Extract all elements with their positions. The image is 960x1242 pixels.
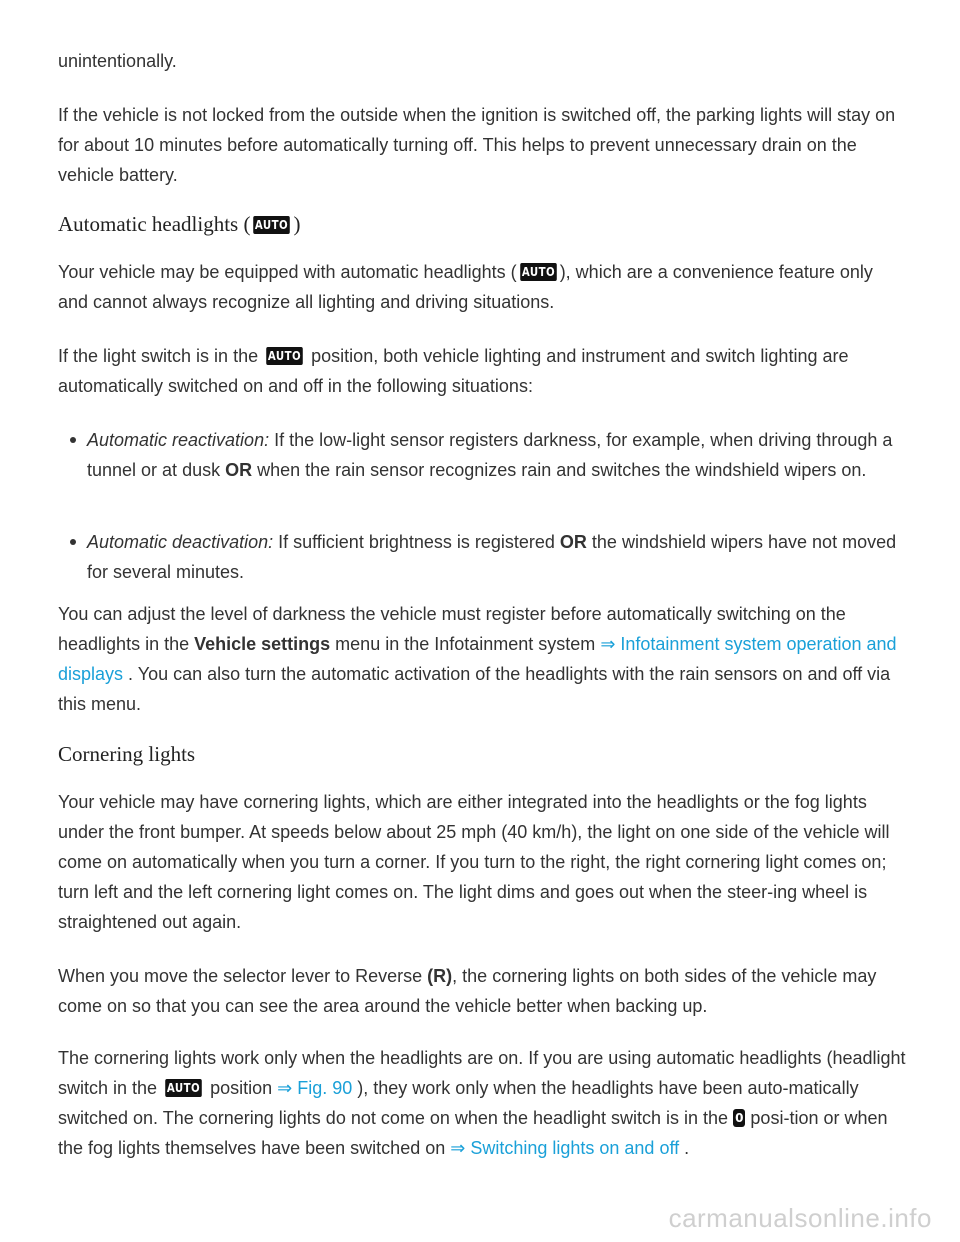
bullet-dot [70, 437, 76, 443]
text: When you move the selector lever to Reverse [58, 966, 428, 986]
term: Automatic reactivation: [87, 430, 270, 450]
auto-icon: AUTO [255, 218, 289, 232]
text: If the low-light sensor registers darkness, for example, when driving through a tunnel or at dusk [87, 430, 893, 480]
emphasis: OR [559, 532, 587, 552]
emphasis: OR [225, 460, 253, 480]
text: ), they work only when the headlights have been auto-matically switched on. The cornering lights do not come on when the headlight switch is in the [58, 1078, 859, 1128]
text: The cornering lights work only when the headlights are on. If you are using automatic headlights (headlight switch in the [58, 1048, 906, 1098]
emphasis: Vehicle settings [194, 634, 331, 654]
bullet-list-deactivation [70, 527, 906, 587]
text: when the rain sensor recognizes rain and switches the windshield wipers on. [252, 460, 867, 480]
emphasis: (R) [427, 966, 453, 986]
heading-text-end: ) [293, 212, 301, 236]
bullet-list-reactivation [70, 425, 906, 485]
text: Your vehicle may be equipped with automatic headlights ( [58, 262, 517, 282]
heading-automatic-headlights [58, 212, 301, 237]
text: If the light switch is in the [58, 346, 264, 366]
text: menu in the Infotainment system [330, 634, 601, 654]
paragraph-reverse [58, 961, 906, 1021]
list-item [70, 425, 906, 485]
text: , the cornering lights on both sides of the vehicle may come on so that you can see the area around the vehicle better when backing up. [58, 966, 877, 1016]
text: posi-tion or when the fog lights themselves have been switched on [58, 1108, 888, 1158]
link-fig-90[interactable]: ⇒ Fig. 90 [277, 1078, 353, 1098]
watermark: carmanualsonline.info [668, 1203, 932, 1233]
text: ), which are a convenience feature only and cannot always recognize all lighting and driving situations. [58, 262, 873, 312]
text: You can adjust the level of darkness the vehicle must register before automatically switching on the headlights in the [58, 604, 846, 654]
text: If sufficient brightness is registered [273, 532, 560, 552]
paragraph-cornering-intro: Your vehicle may have cornering lights, which are either integrated into the headlights or the fog lights under the front bumper. At speeds below about 25 mph (40 km/h), the light on one side of the vehicle will come on automatically when you turn a corner. If you turn to the right, the right cornering light comes on; turn left and the left cornering light comes on. The light dims and goes out when the steer-ing wheel is straightened out again. [58, 792, 890, 932]
heading-cornering-lights: Cornering lights [58, 742, 196, 766]
auto-icon: AUTO [521, 265, 555, 279]
link-switching-lights[interactable]: ⇒ Switching lights on and off [450, 1138, 680, 1158]
text: position, both vehicle lighting and instrument and switch lighting are automatically switched on and off in the following situations: [58, 346, 849, 396]
paragraph-vehicle-settings [58, 599, 906, 719]
list-item [70, 527, 906, 587]
text: the windshield wipers have not moved for several minutes. [87, 532, 897, 582]
bullet-dot [70, 539, 76, 545]
zero-position-icon: 0 [735, 1111, 744, 1125]
text: . [679, 1138, 690, 1158]
link-infotainment[interactable]: ⇒ Infotainment system operation and displays [58, 634, 897, 684]
paragraph-cornering-conditions [58, 1043, 906, 1163]
term: Automatic deactivation: [87, 532, 274, 552]
paragraph-light-switch [58, 341, 906, 401]
paragraph-continuation: unintentionally. [58, 51, 177, 71]
text: . You can also turn the automatic activation of the headlights with the rain sensors on and off via this menu. [58, 664, 891, 714]
auto-icon: AUTO [268, 349, 302, 363]
paragraph-parking-lights: If the vehicle is not locked from the outside when the ignition is switched off, the parking lights will stay on for about 10 minutes before automatically turning off. This helps to prevent unnecessary drain on the vehicle battery. [58, 105, 896, 185]
text: position [205, 1078, 278, 1098]
paragraph-auto-intro [58, 257, 906, 317]
heading-text: Automatic headlights ( [58, 212, 251, 236]
auto-icon: AUTO [166, 1081, 201, 1095]
